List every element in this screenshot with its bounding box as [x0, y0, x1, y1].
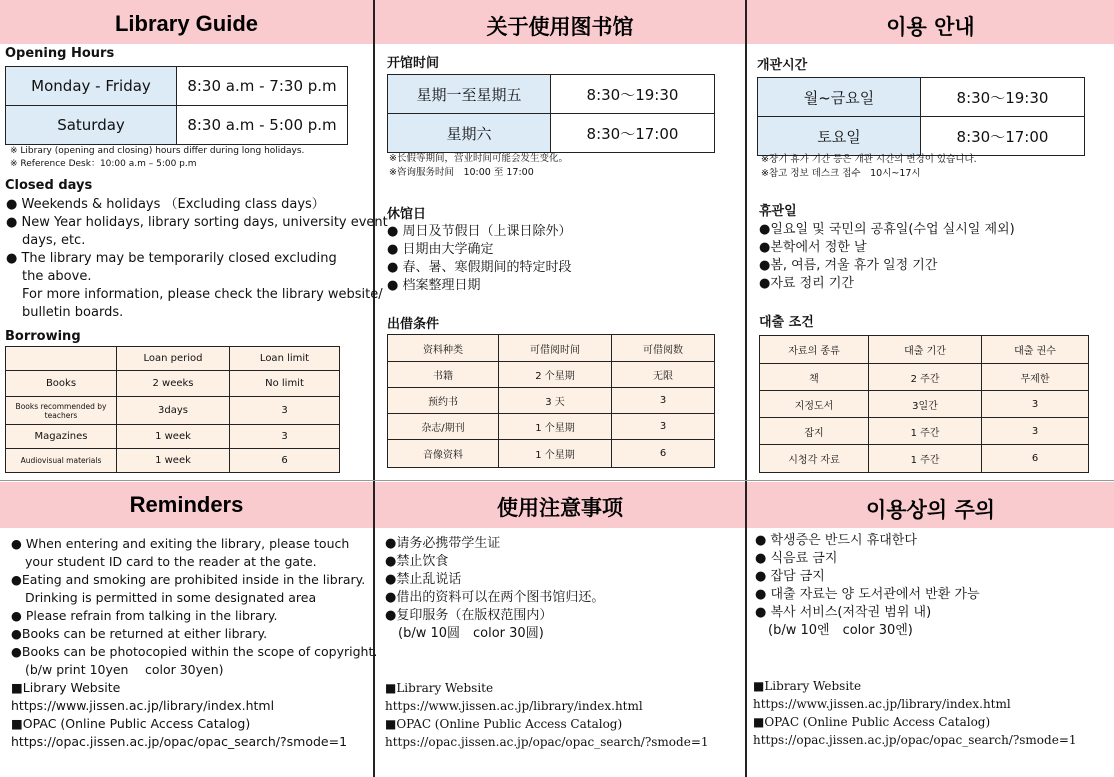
table-row: [388, 440, 715, 468]
table-cell: No limit: [230, 371, 340, 397]
hours-note: ※참고 정보 데스크 접수 10시~17시: [761, 168, 921, 179]
table-cell: 音像资料: [388, 440, 499, 468]
table-row: [388, 362, 715, 388]
closed-days-list: [759, 221, 1015, 293]
page-title: 이용 안내: [886, 15, 975, 39]
table-header-cell: 资料种类: [388, 335, 499, 362]
reminders-title: 使用注意事项: [497, 496, 623, 520]
link-label: ■OPAC (Online Public Access Catalog): [11, 716, 251, 731]
table-row: [760, 445, 1089, 473]
table-cell: 6: [982, 445, 1089, 473]
hours-time: 8:30〜17:00: [921, 117, 1085, 156]
list-item: ● 대출 자료는 양 도서관에서 반환 가능: [755, 587, 980, 602]
hours-time: 8:30〜19:30: [921, 78, 1085, 117]
table-cell: 杂志/期刊: [388, 414, 499, 440]
table-header-row: [760, 336, 1089, 364]
opening-hours-heading: 개관시간: [757, 58, 808, 73]
table-row: [388, 388, 715, 414]
hours-time: 8:30 a.m - 5:00 p.m: [177, 106, 348, 145]
table-cell: 1 주간: [869, 445, 982, 473]
borrowing-heading: Borrowing: [5, 329, 81, 344]
table-cell: 6: [612, 440, 715, 468]
table-cell: 3: [982, 418, 1089, 445]
table-row: [388, 414, 715, 440]
hours-day: 星期一至星期五: [388, 75, 551, 114]
list-item: ●Books can be photocopied within the scope of copyright.: [11, 644, 378, 659]
hours-time: 8:30〜17:00: [551, 114, 715, 153]
list-item: ●자료 정리 기간: [759, 276, 854, 291]
hours-note: ※长假等期间，营业时间可能会发生变化。: [389, 153, 568, 164]
list-item: ● 식음료 금지: [755, 551, 838, 566]
table-cell: 2 个星期: [499, 362, 612, 388]
page-title: Library Guide: [114, 11, 259, 36]
closed-days-list: [387, 223, 571, 295]
table-cell: Magazines: [6, 425, 117, 449]
list-item: ● 春、暑、寒假期间的特定时段: [387, 260, 572, 275]
table-cell: 书籍: [388, 362, 499, 388]
borrowing-table: [387, 334, 715, 468]
table-cell: 3일간: [869, 391, 982, 418]
table-cell: 1 个星期: [499, 414, 612, 440]
table-cell: 3: [230, 397, 340, 425]
reminders-list: [385, 535, 604, 643]
list-item: ● 학생증은 반드시 휴대한다: [755, 533, 917, 548]
list-item: ●일요일 및 국민의 공휴일(수업 실시일 제외): [759, 222, 1015, 237]
korean-column: [747, 0, 1114, 777]
table-header-cell: 대출 권수: [982, 336, 1089, 364]
list-item: ● When entering and exiting the library, please touch: [11, 536, 350, 551]
table-cell: 2 weeks: [117, 371, 230, 397]
table-cell: 무제한: [982, 364, 1089, 391]
list-item: ● 档案整理日期: [387, 278, 481, 293]
reminders-list: [11, 535, 377, 679]
link-label: ■Library Website: [753, 679, 862, 693]
table-cell: 시청각 자료: [760, 445, 869, 473]
chinese-column: [375, 0, 745, 777]
table-row: [760, 391, 1089, 418]
link-label: ■Library Website: [385, 681, 494, 695]
table-cell: Books: [6, 371, 117, 397]
table-cell: 3: [612, 388, 715, 414]
hours-notes: [10, 145, 304, 171]
list-item-continued: (b/w print 10yen color 30yen): [25, 662, 224, 677]
opening-hours-heading: 开馆时间: [387, 56, 440, 71]
opening-hours-table: [387, 74, 715, 153]
borrowing-heading: 出借条件: [387, 317, 440, 332]
table-header-cell: Loan limit: [230, 347, 340, 371]
table-cell: Audiovisual materials: [6, 449, 117, 473]
table-cell: 책: [760, 364, 869, 391]
library-website-link[interactable]: https://www.jissen.ac.jp/library/index.html: [753, 697, 1011, 711]
table-header-row: [6, 347, 340, 371]
table-cell: 1 주간: [869, 418, 982, 445]
table-row: [760, 364, 1089, 391]
table-row: [6, 397, 340, 425]
hours-row: [6, 67, 348, 106]
table-row: [760, 418, 1089, 445]
hours-notes: [761, 153, 977, 181]
table-cell: 6: [230, 449, 340, 473]
reminders-list: [755, 532, 980, 640]
table-cell: 1 week: [117, 425, 230, 449]
list-item: ●借出的资料可以在两个图书馆归还。: [385, 590, 605, 605]
table-header-row: [388, 335, 715, 362]
list-item: ● Weekends & holidays （Excluding class days）: [6, 197, 325, 212]
opac-link[interactable]: https://opac.jissen.ac.jp/opac/opac_search/?smode=1: [11, 734, 348, 749]
table-cell: 3days: [117, 397, 230, 425]
list-item-continued: For more information, please check the library website/: [22, 287, 383, 302]
table-cell: 지정도서: [760, 391, 869, 418]
hours-time: 8:30〜19:30: [551, 75, 715, 114]
hours-day: 월~금요일: [758, 78, 921, 117]
closed-days-list: [6, 196, 388, 322]
table-header-cell: 可借阅数: [612, 335, 715, 362]
page-title: 关于使用图书馆: [486, 15, 634, 39]
table-header-cell: 자료의 종류: [760, 336, 869, 364]
list-item: ●Books can be returned at either library.: [11, 626, 268, 641]
hours-day: 星期六: [388, 114, 551, 153]
hours-row: [758, 117, 1085, 156]
opening-hours-heading: Opening Hours: [5, 46, 115, 61]
list-item: ● New Year holidays, library sorting days, university event: [6, 215, 388, 230]
closed-days-heading: 休馆日: [387, 207, 427, 222]
hours-row: [388, 75, 715, 114]
list-item: ●Eating and smoking are prohibited inside in the library.: [11, 572, 366, 587]
table-cell: 无限: [612, 362, 715, 388]
table-header-cell: 대출 기간: [869, 336, 982, 364]
library-website-link[interactable]: https://www.jissen.ac.jp/library/index.html: [385, 699, 643, 713]
link-label: ■Library Website: [11, 680, 121, 695]
table-cell: 1 week: [117, 449, 230, 473]
list-item: ● 日期由大学确定: [387, 242, 494, 257]
hours-note: ※장기 휴가 기간 등은 개관 시간의 변경이 있습니다.: [761, 154, 977, 165]
list-item: ● The library may be temporarily closed excluding: [6, 251, 337, 266]
list-item-continued: bulletin boards.: [22, 305, 124, 320]
list-item: ● 周日及节假日（上课日除外）: [387, 224, 572, 239]
link-label: ■OPAC (Online Public Access Catalog): [753, 715, 991, 729]
list-item: ●禁止饮食: [385, 554, 449, 569]
table-cell: 3: [612, 414, 715, 440]
list-item: ●请务必携带学生证: [385, 536, 501, 551]
hours-day: Monday - Friday: [6, 67, 177, 106]
hours-row: [6, 106, 348, 145]
opac-link[interactable]: https://opac.jissen.ac.jp/opac/opac_search/?smode=1: [385, 735, 709, 749]
closed-days-heading: 휴관일: [759, 204, 797, 219]
table-cell: 预约书: [388, 388, 499, 414]
hours-day: 토요일: [758, 117, 921, 156]
list-item-continued: Drinking is permitted in some designated area: [25, 590, 317, 605]
table-row: [6, 425, 340, 449]
links-block: [11, 679, 347, 751]
table-header-cell: Loan period: [117, 347, 230, 371]
table-cell: 1 个星期: [499, 440, 612, 468]
opac-link[interactable]: https://opac.jissen.ac.jp/opac/opac_search/?smode=1: [753, 733, 1077, 747]
library-website-link[interactable]: https://www.jissen.ac.jp/library/index.html: [11, 698, 275, 713]
list-item-continued: your student ID card to the reader at the gate.: [25, 554, 317, 569]
hours-row: [388, 114, 715, 153]
table-row: [6, 371, 340, 397]
hours-time: 8:30 a.m - 7:30 p.m: [177, 67, 348, 106]
borrowing-table: [5, 346, 340, 473]
table-cell: 3: [230, 425, 340, 449]
list-item: ●봄, 여름, 겨울 휴가 일정 기간: [759, 258, 938, 273]
hours-notes: [389, 152, 568, 180]
table-cell: 잡지: [760, 418, 869, 445]
english-column: [0, 0, 388, 777]
list-item: ●본학에서 정한 날: [759, 240, 867, 255]
list-item-continued: (b/w 10엔 color 30엔): [755, 623, 913, 638]
table-header-cell: 可借阅时间: [499, 335, 612, 362]
hours-row: [758, 78, 1085, 117]
table-cell: 3 天: [499, 388, 612, 414]
list-item: ● 잡담 금지: [755, 569, 825, 584]
table-header-cell: [6, 347, 117, 371]
hours-note: ※ Library (opening and closing) hours differ during long holidays.: [10, 146, 305, 156]
table-row: [6, 449, 340, 473]
hours-day: Saturday: [6, 106, 177, 145]
list-item: ●禁止乱说话: [385, 572, 462, 587]
list-item-continued: the above.: [22, 269, 92, 284]
closed-days-heading: Closed days: [5, 178, 93, 193]
reminders-title: Reminders: [129, 492, 244, 517]
link-label: ■OPAC (Online Public Access Catalog): [385, 717, 623, 731]
list-item-continued: (b/w 10圆 color 30圆): [385, 626, 544, 641]
links-block: [385, 679, 709, 751]
borrowing-heading: 대출 조건: [759, 315, 814, 330]
list-item: ●复印服务（在版权范围内）: [385, 608, 553, 623]
table-cell: 2 주간: [869, 364, 982, 391]
reminders-title: 이용상의 주의: [865, 498, 996, 522]
list-item: ● Please refrain from talking in the library.: [11, 608, 278, 623]
hours-note: ※ Reference Desk：10:00 a.m – 5:00 p.m: [10, 159, 197, 169]
opening-hours-table: [5, 66, 348, 145]
list-item-continued: days, etc.: [22, 233, 86, 248]
links-block: [753, 677, 1077, 749]
borrowing-table: [759, 335, 1089, 473]
hours-note: ※咨询服务时间 10:00 至 17:00: [389, 167, 534, 178]
list-item: ● 복사 서비스(저작권 범위 내): [755, 605, 932, 620]
opening-hours-table: [757, 77, 1085, 156]
table-cell: 3: [982, 391, 1089, 418]
table-cell: Books recommended by teachers: [6, 397, 117, 425]
